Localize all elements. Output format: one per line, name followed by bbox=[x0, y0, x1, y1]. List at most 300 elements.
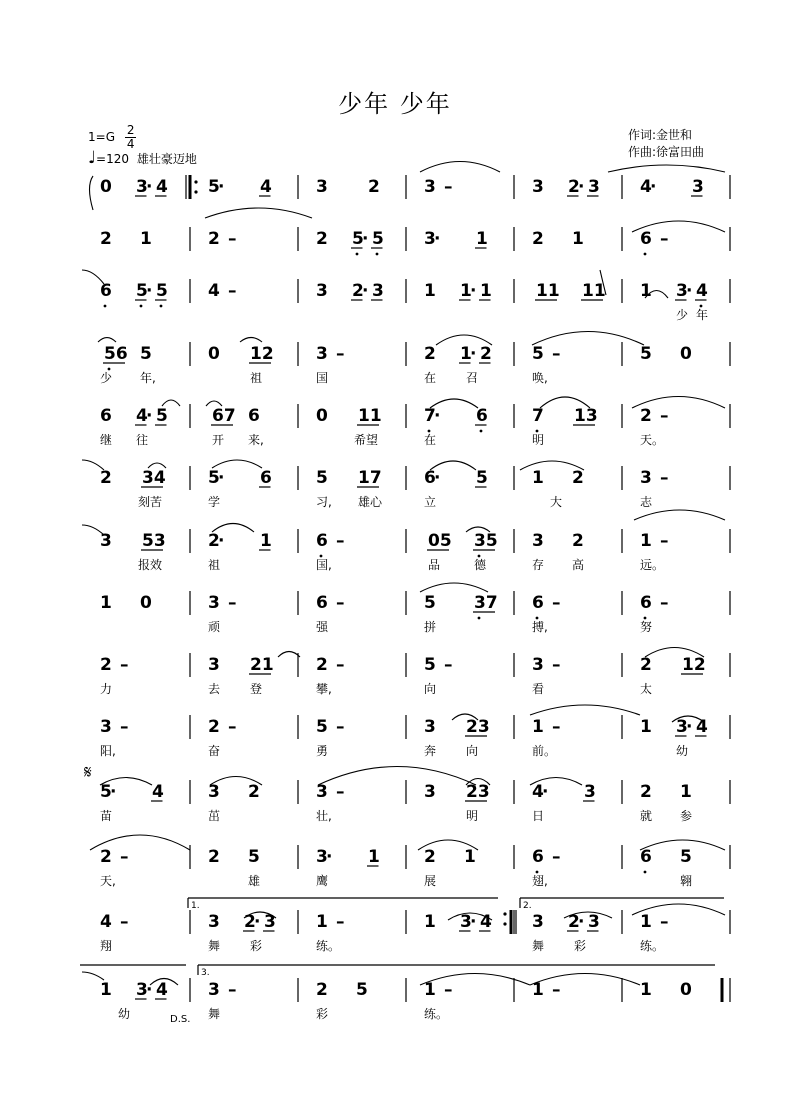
lower-octave-dot bbox=[536, 430, 539, 433]
note: 6 bbox=[640, 229, 652, 249]
note: – bbox=[120, 655, 129, 675]
lyric: 立 bbox=[424, 495, 437, 509]
lyric: 远。 bbox=[640, 558, 665, 572]
note: · bbox=[146, 406, 153, 426]
note: 3 bbox=[676, 717, 688, 737]
lyric: 学 bbox=[208, 495, 221, 509]
note: 6 bbox=[640, 847, 652, 867]
note: · bbox=[218, 177, 225, 197]
note: 23 bbox=[466, 717, 490, 737]
note: 2 bbox=[316, 655, 328, 675]
composer-credit: 作曲:徐富田曲 bbox=[628, 145, 705, 159]
note: 4 bbox=[532, 782, 544, 802]
lyric: 刻苦 bbox=[138, 495, 163, 509]
lyric: 前。 bbox=[532, 744, 557, 758]
lyric: 雄心 bbox=[358, 495, 383, 509]
note: 0 bbox=[100, 177, 112, 197]
note: 6 bbox=[260, 468, 272, 488]
note: 7 bbox=[424, 406, 436, 426]
lower-octave-dot bbox=[108, 368, 111, 371]
note: 1 bbox=[680, 782, 692, 802]
slur-arc bbox=[98, 338, 116, 343]
note: 3 bbox=[208, 980, 220, 1000]
lyric: 勇 bbox=[316, 744, 329, 758]
note: 3 bbox=[316, 177, 328, 197]
note: 1 bbox=[460, 281, 472, 301]
note: 12 bbox=[682, 655, 706, 675]
note: 4 bbox=[480, 912, 492, 932]
lyric: 存 bbox=[532, 558, 545, 572]
lyric: 壮, bbox=[316, 809, 332, 823]
note: · bbox=[434, 468, 441, 488]
slur-arc bbox=[205, 208, 312, 218]
note: 1 bbox=[100, 593, 112, 613]
lower-octave-dot bbox=[478, 617, 481, 620]
note: 3 bbox=[532, 531, 544, 551]
note: 5 bbox=[136, 281, 148, 301]
note: 1 bbox=[480, 281, 492, 301]
note: 3 bbox=[316, 782, 328, 802]
note: – bbox=[228, 229, 237, 249]
note: – bbox=[336, 344, 345, 364]
note: 2 bbox=[368, 177, 380, 197]
lower-octave-dot bbox=[104, 305, 107, 308]
note: · bbox=[578, 912, 585, 932]
lyric: 少 bbox=[676, 308, 689, 322]
lyric: 顽 bbox=[208, 620, 221, 634]
note: 56 bbox=[104, 344, 128, 364]
tempo-marking: =120 bbox=[96, 152, 129, 166]
note: 2 bbox=[640, 406, 652, 426]
note: – bbox=[228, 717, 237, 737]
note: 11 bbox=[536, 281, 560, 301]
note: 3 bbox=[100, 531, 112, 551]
slur-arc bbox=[532, 332, 644, 346]
repeat-dot bbox=[194, 180, 197, 183]
lyricist-credit: 作词:金世和 bbox=[628, 128, 693, 142]
lyric: 攀, bbox=[316, 682, 332, 696]
note: 1 bbox=[316, 912, 328, 932]
note: 1 bbox=[100, 980, 112, 1000]
note: 2 bbox=[208, 229, 220, 249]
lower-octave-dot bbox=[478, 555, 481, 558]
note: 6 bbox=[100, 281, 112, 301]
note: · bbox=[254, 912, 261, 932]
note: · bbox=[434, 229, 441, 249]
third-ending-label: 3. bbox=[201, 968, 210, 978]
note: · bbox=[542, 782, 549, 802]
note: 05 bbox=[428, 531, 452, 551]
lyric: 奔 bbox=[424, 744, 437, 758]
lyric: 大 bbox=[550, 495, 563, 509]
note: 2 bbox=[532, 229, 544, 249]
lyric: 雄 bbox=[248, 874, 261, 888]
lower-octave-dot bbox=[356, 253, 359, 256]
lower-octave-dot bbox=[376, 253, 379, 256]
note: · bbox=[146, 177, 153, 197]
note: 3 bbox=[208, 782, 220, 802]
note: 3 bbox=[208, 593, 220, 613]
note: · bbox=[110, 782, 117, 802]
note: 5 bbox=[476, 468, 488, 488]
lyric: 彩 bbox=[316, 1007, 329, 1021]
note: – bbox=[660, 531, 669, 551]
note: 3 bbox=[316, 281, 328, 301]
note: – bbox=[336, 912, 345, 932]
lyric: 少 bbox=[100, 371, 113, 385]
first-ending-label: 1. bbox=[191, 901, 200, 911]
lyric: 拼 bbox=[424, 620, 437, 634]
lyric: 舞 bbox=[532, 939, 545, 953]
note: 1 bbox=[260, 531, 272, 551]
lyric: 祖 bbox=[250, 371, 263, 385]
slur-arc bbox=[212, 460, 262, 468]
note: 2 bbox=[316, 980, 328, 1000]
note: · bbox=[470, 281, 477, 301]
note: 2 bbox=[572, 531, 584, 551]
note: – bbox=[228, 980, 237, 1000]
slur-arc bbox=[634, 510, 725, 520]
note: 1 bbox=[640, 980, 652, 1000]
note: 1 bbox=[424, 281, 436, 301]
note: 3 bbox=[532, 655, 544, 675]
lyric: 苗 bbox=[100, 809, 113, 823]
note: 3 bbox=[100, 717, 112, 737]
note: 2 bbox=[352, 281, 364, 301]
note: 1 bbox=[464, 847, 476, 867]
note: – bbox=[444, 980, 453, 1000]
repeat-dot bbox=[503, 922, 506, 925]
note: 3 bbox=[588, 912, 600, 932]
note: 6 bbox=[316, 593, 328, 613]
lyric: 年, bbox=[140, 371, 156, 385]
note: 1 bbox=[640, 281, 652, 301]
note: 4 bbox=[136, 406, 148, 426]
note: 4 bbox=[260, 177, 272, 197]
song-title: 少年 少年 bbox=[338, 90, 452, 118]
lyric: 茁 bbox=[208, 809, 221, 823]
note: 3 bbox=[676, 281, 688, 301]
slur-arc bbox=[240, 338, 262, 343]
note: 5 bbox=[356, 980, 368, 1000]
time-signature-top: 2 bbox=[126, 123, 135, 137]
note: 1 bbox=[368, 847, 380, 867]
note: – bbox=[120, 912, 129, 932]
note: – bbox=[120, 717, 129, 737]
note: 2 bbox=[248, 782, 260, 802]
lyric: 志 bbox=[640, 495, 653, 509]
note: 5 bbox=[424, 593, 436, 613]
note: 3 bbox=[316, 847, 328, 867]
note: 1 bbox=[424, 980, 436, 1000]
note: · bbox=[362, 281, 369, 301]
note: – bbox=[552, 593, 561, 613]
note: 6 bbox=[532, 593, 544, 613]
note: 4 bbox=[696, 281, 708, 301]
note: · bbox=[578, 177, 585, 197]
note: 2 bbox=[100, 229, 112, 249]
note: 2 bbox=[640, 655, 652, 675]
note: – bbox=[660, 593, 669, 613]
note: 1 bbox=[424, 912, 436, 932]
note: 13 bbox=[574, 406, 598, 426]
lyric: 彩 bbox=[250, 939, 263, 953]
note: 53 bbox=[142, 531, 166, 551]
note: 23 bbox=[466, 782, 490, 802]
note: 2 bbox=[316, 229, 328, 249]
note: · bbox=[434, 406, 441, 426]
second-ending-label: 2. bbox=[523, 901, 532, 911]
note: 37 bbox=[474, 593, 498, 613]
lyric: 参 bbox=[680, 809, 693, 823]
lyric: 去 bbox=[208, 682, 221, 696]
note: – bbox=[336, 717, 345, 737]
note: 11 bbox=[358, 406, 382, 426]
note: · bbox=[470, 344, 477, 364]
note: 1 bbox=[140, 229, 152, 249]
quarter-note-icon: ♩ bbox=[88, 148, 97, 168]
note: · bbox=[470, 912, 477, 932]
note: – bbox=[228, 281, 237, 301]
note: 2 bbox=[424, 344, 436, 364]
note: 6 bbox=[476, 406, 488, 426]
note: 2 bbox=[208, 531, 220, 551]
lyric: 唤, bbox=[532, 371, 548, 385]
lyric: 力 bbox=[100, 682, 113, 696]
slur-arc bbox=[530, 974, 640, 986]
note: 35 bbox=[474, 531, 498, 551]
lyric: 看 bbox=[532, 682, 545, 696]
note: 2 bbox=[568, 177, 580, 197]
segno-sign: 𝄋 bbox=[84, 762, 92, 783]
note: 5 bbox=[100, 782, 112, 802]
note: 5 bbox=[208, 177, 220, 197]
note: 2 bbox=[480, 344, 492, 364]
note: 1 bbox=[476, 229, 488, 249]
lyric: 努 bbox=[640, 620, 653, 634]
note: – bbox=[120, 847, 129, 867]
note: 3 bbox=[424, 177, 436, 197]
lyric: 阳, bbox=[100, 744, 116, 758]
slur-arc bbox=[530, 705, 640, 715]
note: – bbox=[444, 655, 453, 675]
lyric: 在 bbox=[424, 433, 437, 447]
lyric: 彩 bbox=[574, 939, 587, 953]
lyric: 练。 bbox=[424, 1007, 449, 1021]
note: 0 bbox=[316, 406, 328, 426]
note: – bbox=[660, 229, 669, 249]
note: 4 bbox=[152, 782, 164, 802]
note: 5 bbox=[156, 281, 168, 301]
note: – bbox=[228, 593, 237, 613]
lyric: 明 bbox=[466, 809, 479, 823]
note: 5 bbox=[532, 344, 544, 364]
lyric: 开 bbox=[212, 433, 225, 447]
note: 12 bbox=[250, 344, 274, 364]
note: 2 bbox=[572, 468, 584, 488]
lower-octave-dot bbox=[428, 430, 431, 433]
lower-octave-dot bbox=[644, 871, 647, 874]
note: · bbox=[218, 468, 225, 488]
note: 0 bbox=[208, 344, 220, 364]
lyric: 祖 bbox=[208, 558, 221, 572]
note: 1 bbox=[572, 229, 584, 249]
lyric: 天, bbox=[100, 874, 116, 888]
note: – bbox=[336, 782, 345, 802]
lyric: 习, bbox=[316, 495, 332, 509]
lyric: 年 bbox=[696, 308, 709, 322]
note: 5 bbox=[640, 344, 652, 364]
note: 2 bbox=[424, 847, 436, 867]
note: 1 bbox=[640, 912, 652, 932]
slur-arc bbox=[608, 165, 725, 172]
note: 3 bbox=[424, 229, 436, 249]
note: 1 bbox=[640, 531, 652, 551]
note: 2 bbox=[208, 717, 220, 737]
lyric: 国, bbox=[316, 558, 332, 572]
lyric: 练。 bbox=[316, 939, 341, 953]
note: 3 bbox=[584, 782, 596, 802]
lyric: 向 bbox=[424, 682, 437, 696]
note: 3 bbox=[588, 177, 600, 197]
note: 67 bbox=[212, 406, 236, 426]
note: · bbox=[218, 531, 225, 551]
note: 2 bbox=[100, 468, 112, 488]
note: – bbox=[552, 344, 561, 364]
time-signature-bottom: 4 bbox=[126, 137, 135, 151]
note: 2 bbox=[208, 847, 220, 867]
lyric: 翔 bbox=[100, 939, 113, 953]
note: 3 bbox=[532, 177, 544, 197]
lyric: 希望 bbox=[354, 433, 379, 447]
note: – bbox=[444, 177, 453, 197]
note: 4 bbox=[156, 177, 168, 197]
note: – bbox=[336, 531, 345, 551]
note: 5 bbox=[316, 717, 328, 737]
lyric: 舞 bbox=[208, 939, 221, 953]
note: 5 bbox=[140, 344, 152, 364]
note: 5 bbox=[208, 468, 220, 488]
lyric: 搏, bbox=[532, 620, 548, 634]
note: · bbox=[650, 177, 657, 197]
note: · bbox=[146, 281, 153, 301]
lyric: 展 bbox=[424, 874, 437, 888]
note: 6 bbox=[424, 468, 436, 488]
note: – bbox=[552, 655, 561, 675]
lyric: 登 bbox=[250, 682, 263, 696]
note: 0 bbox=[140, 593, 152, 613]
lyric: 德 bbox=[474, 558, 487, 572]
note: 0 bbox=[680, 980, 692, 1000]
note: 5 bbox=[316, 468, 328, 488]
note: 3 bbox=[208, 655, 220, 675]
lyric: 品 bbox=[428, 558, 441, 572]
note: 3 bbox=[264, 912, 276, 932]
note: 6 bbox=[532, 847, 544, 867]
note: – bbox=[552, 980, 561, 1000]
lyric: 强 bbox=[316, 620, 329, 634]
note: – bbox=[660, 912, 669, 932]
repeat-dot bbox=[503, 912, 506, 915]
note: 5 bbox=[248, 847, 260, 867]
slur-arc bbox=[82, 972, 104, 980]
lower-octave-dot bbox=[160, 305, 163, 308]
note: 5 bbox=[424, 655, 436, 675]
note: 3 bbox=[136, 980, 148, 1000]
slur-arc bbox=[278, 652, 300, 658]
note: – bbox=[336, 655, 345, 675]
lyric: 就 bbox=[640, 809, 653, 823]
slur-arc bbox=[420, 162, 500, 173]
note: 11 bbox=[582, 281, 606, 301]
lyric: 高 bbox=[572, 558, 585, 572]
note: – bbox=[660, 406, 669, 426]
note: – bbox=[552, 847, 561, 867]
ds-marking: D.S. bbox=[170, 1014, 191, 1025]
note: 1 bbox=[532, 468, 544, 488]
note: 6 bbox=[248, 406, 260, 426]
note: 3 bbox=[316, 344, 328, 364]
note: 3 bbox=[532, 912, 544, 932]
note: · bbox=[686, 717, 693, 737]
lyric: 向 bbox=[466, 744, 479, 758]
note: 5 bbox=[680, 847, 692, 867]
lyric: 召 bbox=[466, 371, 479, 385]
lyric: 幼 bbox=[118, 1007, 131, 1021]
lower-octave-dot bbox=[480, 430, 483, 433]
note: – bbox=[552, 717, 561, 737]
expression-marking: 雄壮豪迈地 bbox=[136, 152, 197, 166]
lower-octave-dot bbox=[700, 305, 703, 308]
note: · bbox=[362, 229, 369, 249]
note: · bbox=[146, 980, 153, 1000]
lyric: 报效 bbox=[138, 558, 163, 572]
note: 34 bbox=[142, 468, 166, 488]
note: 2 bbox=[100, 655, 112, 675]
lyric: 国 bbox=[316, 371, 329, 385]
note: 6 bbox=[316, 531, 328, 551]
lyric: 鹰 bbox=[316, 874, 329, 888]
note: 5 bbox=[372, 229, 384, 249]
note: 2 bbox=[244, 912, 256, 932]
note: 1 bbox=[532, 980, 544, 1000]
note: 3 bbox=[208, 912, 220, 932]
note: 2 bbox=[640, 782, 652, 802]
lyric: 继 bbox=[100, 433, 113, 447]
lyric: 幼 bbox=[676, 744, 689, 758]
note: – bbox=[336, 593, 345, 613]
note: 1 bbox=[640, 717, 652, 737]
note: 5 bbox=[156, 406, 168, 426]
lower-octave-dot bbox=[320, 555, 323, 558]
opening-bracket bbox=[90, 176, 94, 210]
lyric: 翱 bbox=[680, 874, 693, 888]
note: 4 bbox=[640, 177, 652, 197]
lyric: 奋 bbox=[208, 744, 221, 758]
note: 0 bbox=[680, 344, 692, 364]
note: 6 bbox=[640, 593, 652, 613]
lyric: 舞 bbox=[208, 1007, 221, 1021]
note: 3 bbox=[692, 177, 704, 197]
key-signature: 1=G bbox=[88, 130, 115, 144]
note: 3 bbox=[372, 281, 384, 301]
note: 3 bbox=[640, 468, 652, 488]
note: 4 bbox=[208, 281, 220, 301]
note: 17 bbox=[358, 468, 382, 488]
note: 3 bbox=[136, 177, 148, 197]
lyric: 太 bbox=[640, 682, 653, 696]
note: 4 bbox=[100, 912, 112, 932]
